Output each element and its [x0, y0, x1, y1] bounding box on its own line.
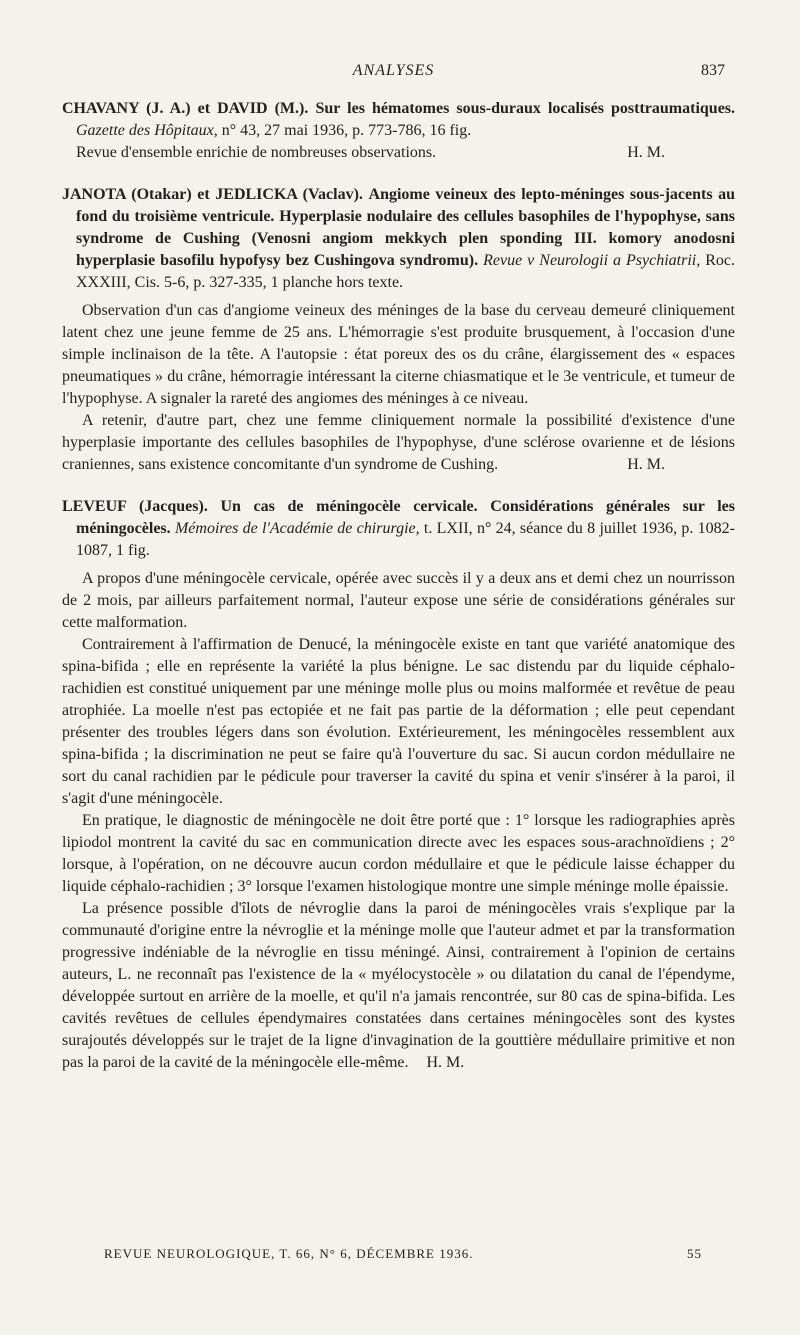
page-header	[62, 62, 725, 86]
entry-citation: t. LXII, n° 24, séance du 8 juillet 1936, p. 1082-1087, 1 fig.	[76, 520, 735, 559]
entry-title: Un cas de méningocèle cervicale. Considérations générales sur les méningocèles.	[76, 498, 735, 537]
entry-journal: Revue v Neurologii a Psychiatrii,	[483, 252, 701, 269]
running-title: ANALYSES	[352, 62, 435, 79]
footer-page-number: 55	[687, 1246, 702, 1261]
entry-heading	[62, 98, 735, 164]
entry-citation: n° 43, 27 mai 1936, p. 773-786, 16 fig.	[221, 122, 472, 139]
entry-heading	[62, 184, 735, 294]
entry-paragraph: Observation d'un cas d'angiome veineux des méninges de la base du cerveau demeuré cliniquement latent chez une jeune femme de 25 ans. L'hémorragie s'est produite brusquement, à l'occasion d'une simple inclinaison de la tête. A l'autopsie : état poreux des os du crâne, élargissement des « espaces pneumatiques » du crâne, hémorragie intéressant la citerne chiasmatique et le 3e ventricule, et tumeur de l'hypophyse. A signaler la rareté des angiomes des méninges à ce niveau.	[62, 302, 735, 407]
entry-journal: Gazette des Hôpitaux,	[76, 122, 218, 139]
entry-authors: JANOTA (Otakar) et JEDLICKA (Vaclav).	[62, 186, 363, 203]
entry-signature: H. M.	[627, 456, 665, 473]
entry-paragraph: En pratique, le diagnostic de méningocèle ne doit être porté que : 1° lorsque les radiographies après lipiodol montrent la cavité du sac en communication directe avec les espaces sous-arachnoïdiens ; 2° lorsque, à l'opération, on ne découvre aucun cordon médullaire et que le pédicule laisse échapper du liquide céphalo-rachidien ; 3° lorsque l'examen histologique montre une simple méninge molle épaissie.	[62, 812, 735, 895]
entry-signature: H. M.	[627, 144, 665, 161]
entry-summary: Revue d'ensemble enrichie de nombreuses observations.	[76, 144, 437, 161]
entry-heading	[62, 496, 735, 562]
entry-chavany	[62, 98, 735, 164]
entry-janota	[62, 184, 735, 476]
entry-journal: Mémoires de l'Académie de chirurgie,	[174, 520, 420, 537]
entry-paragraph: Contrairement à l'affirmation de Denucé, la méningocèle existe en tant que variété anatomique des spina-bifida ; elle en représente la variété la plus bénigne. Le sac distendu par du liquide céphalo-rachidien est constitué uniquement par une méninge molle plus ou moins malformée et revêtue de peau atrophiée. La moelle n'est pas ectopiée et ne fait pas partie de la déformation ; elle peut cependant présenter des troubles légers dans son évolution. Extérieurement, les méningocèles ressemblent aux spina-bifida ; la discrimination ne peut se faire qu'à l'ouverture du sac. Si aucun cordon médullaire ne sort du canal rachidien par le pédicule pour traverser la cavité du spina et venir s'insérer à la paroi, il s'agit d'une méningocèle.	[62, 636, 735, 807]
entry-paragraph: La présence possible d'îlots de névroglie dans la paroi de méningocèles vrais s'explique par la communauté d'origine entre la névroglie et la méninge molle que l'auteur admet et par la transformation progressive indéniable de la névroglie en tissu méningé. Ainsi, contrairement à l'opinion de certains auteurs, L. ne reconnaît pas l'existence de la « myélocystocèle » ou dilatation du canal de l'épendyme, développée surtout en arrière de la moelle, et qu'il n'a jamais rencontrée, sur 80 cas de spina-bifida. Les cavités revêtues de cellules épendymaires constatées dans certaines méningocèles sont des kystes surajoutés développés sur le trajet de la ligne d'invagination de la gouttière médullaire primitive et non pas la paroi de la cavité de la méningocèle elle-même. H. M.	[62, 900, 735, 1071]
entry-authors: LEVEUF (Jacques).	[62, 498, 208, 515]
entry-leveuf	[62, 496, 735, 1074]
footer-journal-info: REVUE NEUROLOGIQUE, T. 66, N° 6, DÉCEMBRE 1936.	[104, 1246, 474, 1261]
entry-title: Sur les hématomes sous-duraux localisés posttraumatiques.	[315, 100, 736, 117]
entry-citation: Roc. XXXIII, Cis. 5-6, p. 327-335, 1 planche hors texte.	[76, 252, 736, 291]
page-footer	[104, 1246, 702, 1262]
entry-paragraph: A propos d'une méningocèle cervicale, opérée avec succès il y a deux ans et demi chez un nourrisson de 2 mois, par ailleurs parfaitement normal, l'auteur expose une série de considérations générales sur cette malformation.	[62, 570, 735, 631]
entry-paragraph: A retenir, d'autre part, chez une femme cliniquement normale la possibilité d'existence d'une hyperplasie importante des cellules basophiles de l'hypophyse, d'une sclérose ovarienne et de lésions craniennes, sans existence concomitante d'un syndrome de Cushing. H. M.	[62, 410, 735, 476]
entry-signature: H. M.	[426, 1054, 465, 1071]
page-content	[62, 98, 735, 1074]
page-number: 837	[701, 62, 725, 79]
entry-authors: CHAVANY (J. A.) et DAVID (M.).	[62, 100, 309, 117]
entry-title: Angiome veineux des lepto-méninges sous-jacents au fond du troisième ventricule. Hyperplasie nodulaire des cellules basophiles de l'hypophyse, sans syndrome de Cushing (Venosni angiom mekkych plen sponding III. komory anodosni hyperplasie basofilu hypofysy bez Cushingova syndromu).	[76, 186, 736, 269]
